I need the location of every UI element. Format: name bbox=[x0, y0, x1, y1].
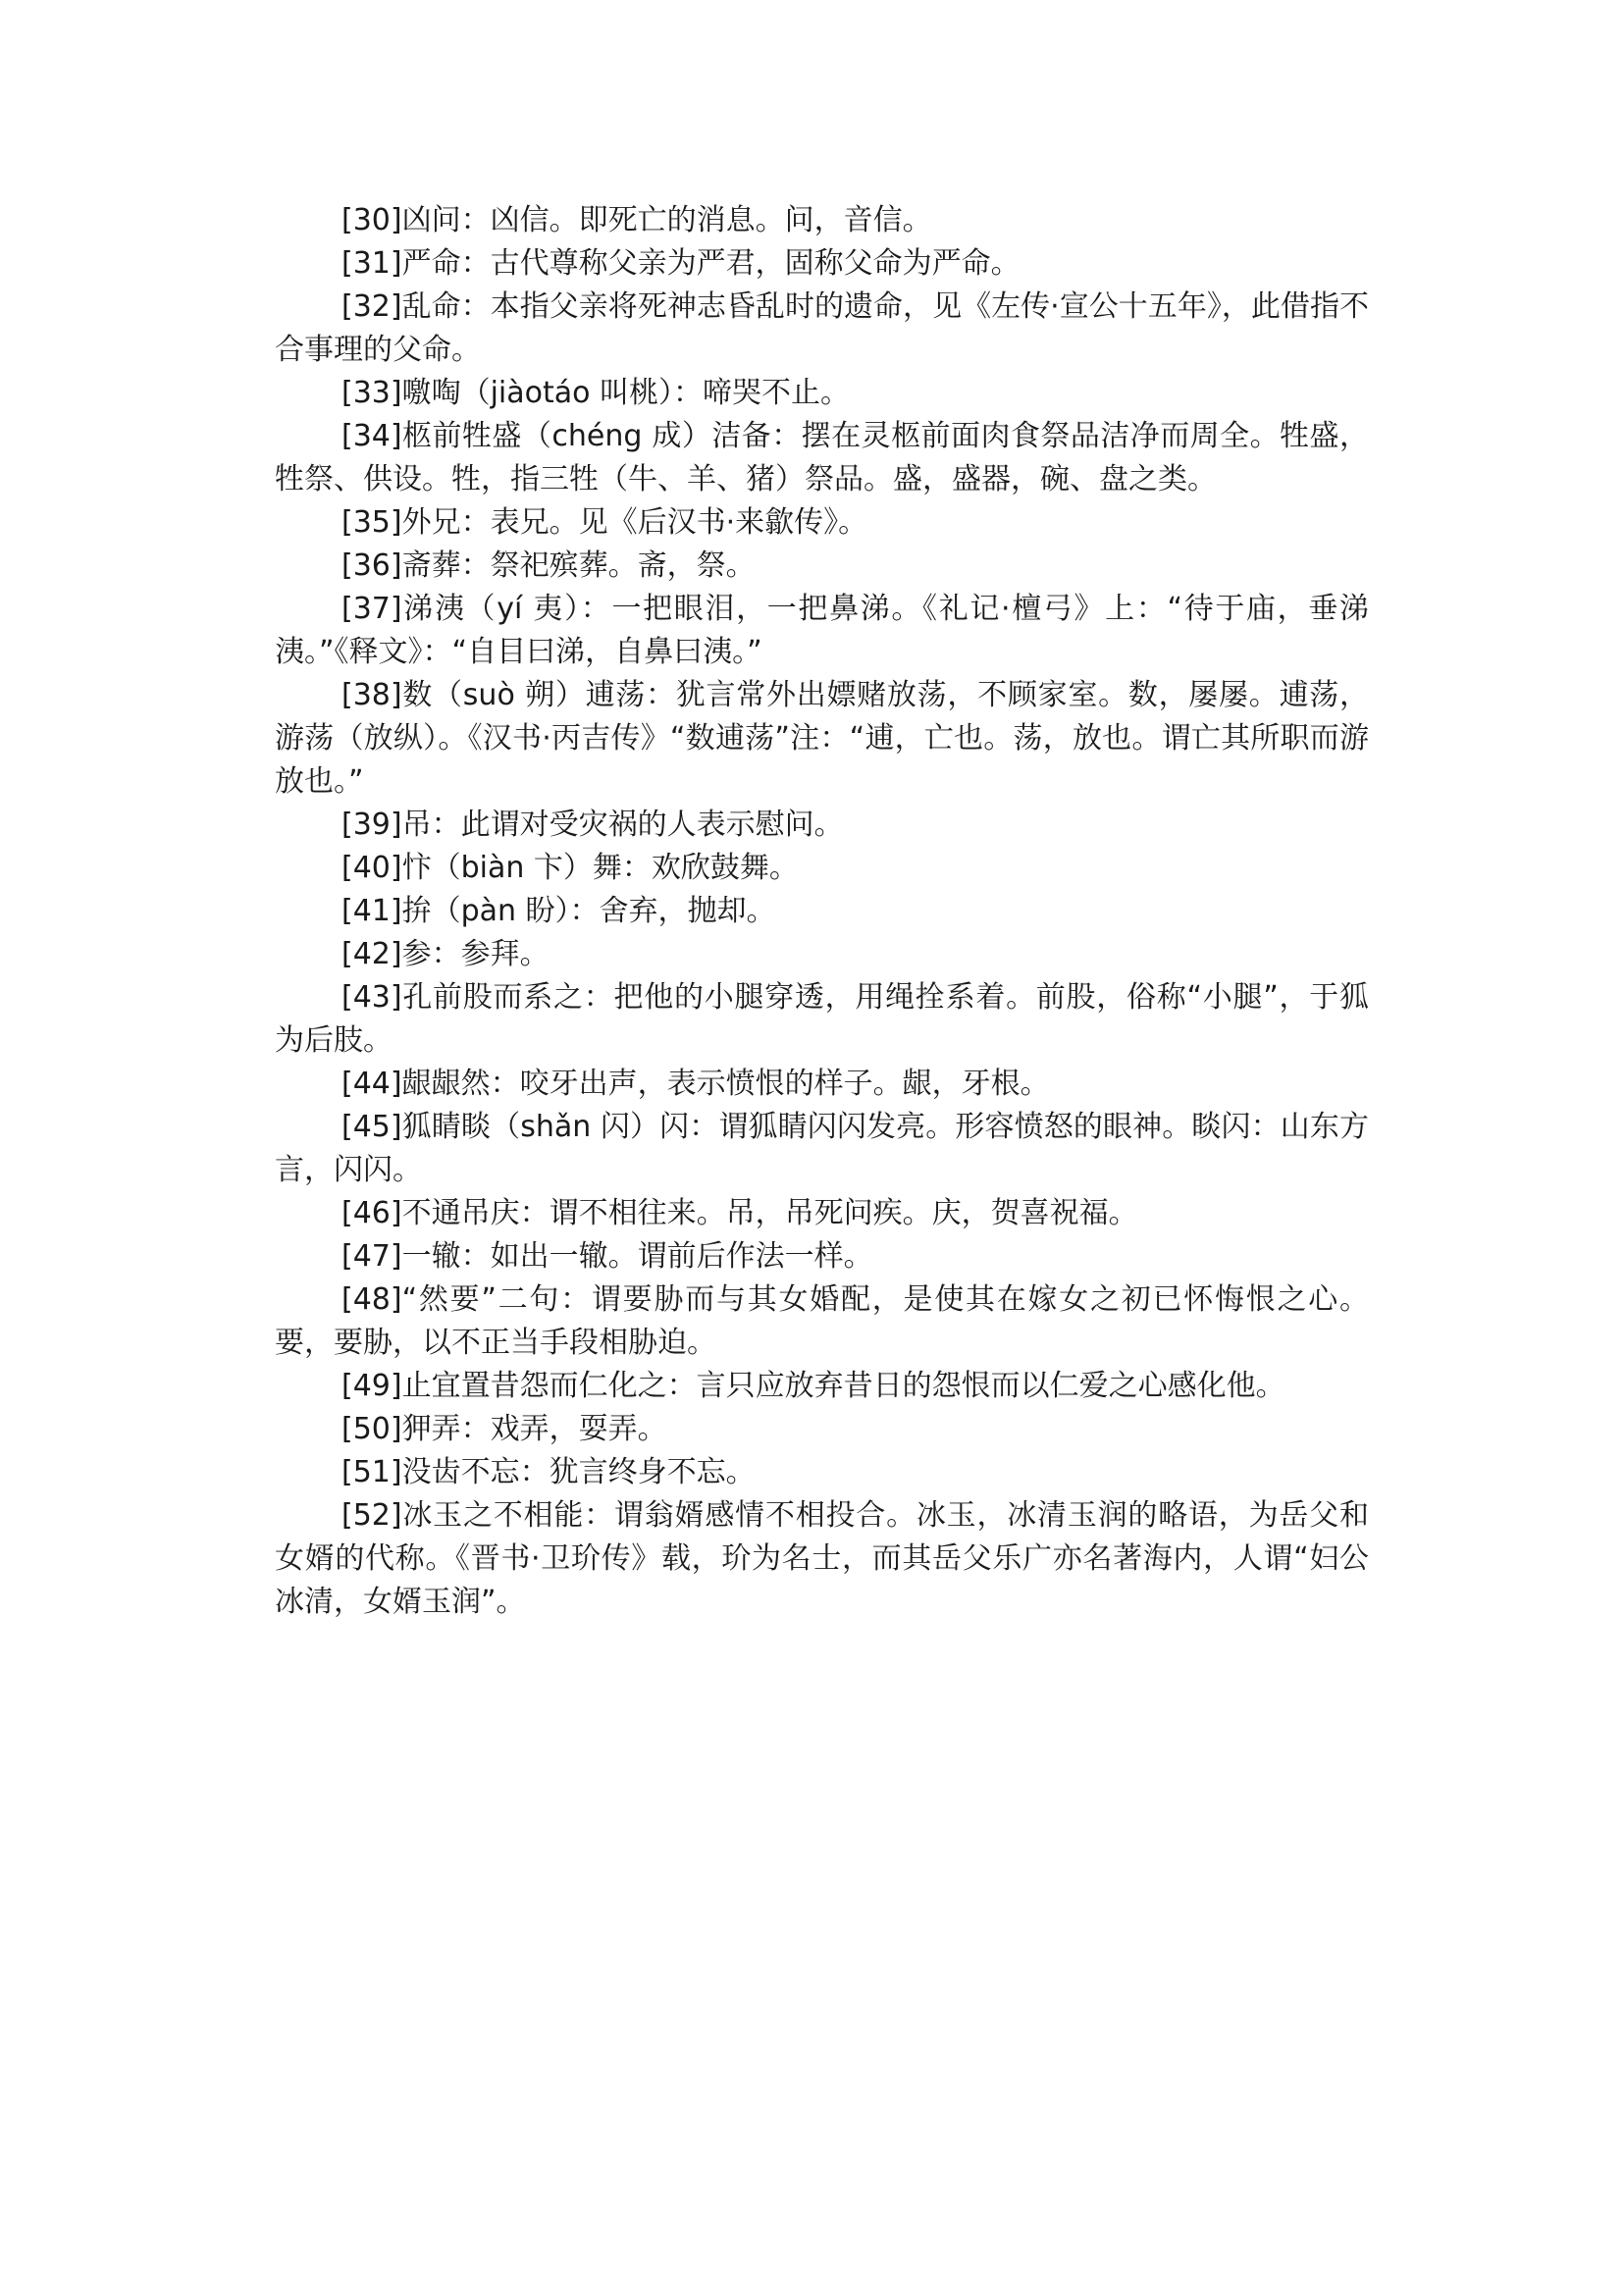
note-32: [32]乱命：本指父亲将死神志昏乱时的遗命，见《左传·宣公十五年》，此借指不合事理的父命。 bbox=[275, 289, 1369, 367]
note-39: [39]吊：此谓对受灾祸的人表示慰问。 bbox=[341, 808, 844, 842]
note-41: [41]拚（pàn 盼）：舍弃，抛却。 bbox=[341, 894, 776, 928]
note-47: [47]一辙：如出一辙。谓前后作法一样。 bbox=[341, 1239, 873, 1274]
note-37: [37]涕洟（yí 夷）：一把眼泪，一把鼻涕。《礼记·檀弓》上：“待于庙，垂涕洟。”《释文》：“自目曰涕，自鼻曰洟。” bbox=[275, 592, 1369, 669]
note-30: [30]凶问：凶信。即死亡的消息。问，音信。 bbox=[341, 203, 932, 237]
note-49: [49]止宜置昔怨而仁化之：言只应放弃昔日的怨恨而以仁爱之心感化他。 bbox=[341, 1369, 1285, 1403]
note-43: [43]孔前股而系之：把他的小腿穿透，用绳拴系着。前股，俗称“小腿”，于狐为后肢。 bbox=[275, 980, 1369, 1058]
note-35: [35]外兄：表兄。见《后汉书·来歙传》。 bbox=[341, 505, 868, 540]
note-34: [34]柩前牲盛（chéng 成）洁备：摆在灵柩前面肉食祭品洁净而周全。牲盛，牲祭、供设。牲，指三牲（牛、羊、猪）祭品。盛，盛器，碗、盘之类。 bbox=[275, 419, 1369, 496]
note-44: [44]龈龈然：咬牙出声，表示愤恨的样子。龈，牙根。 bbox=[341, 1067, 1050, 1101]
note-36: [36]斋葬：祭祀殡葬。斋，祭。 bbox=[341, 548, 756, 583]
note-45: [45]狐睛睒（shǎn 闪）闪：谓狐睛闪闪发亮。形容愤怒的眼神。睒闪：山东方言，闪闪。 bbox=[275, 1110, 1369, 1187]
note-38: [38]数（suò 朔）逋荡：犹言常外出嫖赌放荡，不顾家室。数，屡屡。逋荡，游荡（放纵）。《汉书·丙吉传》“数逋荡”注：“逋，亡也。荡，放也。谓亡其所职而游放也。” bbox=[275, 678, 1369, 799]
note-52: [52]冰玉之不相能：谓翁婿感情不相投合。冰玉，冰清玉润的略语，为岳父和女婿的代称。《晋书·卫玠传》载，玠为名士，而其岳父乐广亦名著海内，人谓“妇公冰清，女婿玉润”。 bbox=[275, 1498, 1369, 1619]
note-46: [46]不通吊庆：谓不相往来。吊，吊死问疾。庆，贺喜祝福。 bbox=[341, 1196, 1138, 1230]
note-31: [31]严命：古代尊称父亲为严君，固称父命为严命。 bbox=[341, 246, 1021, 281]
note-50: [50]狎弄：戏弄，耍弄。 bbox=[341, 1412, 667, 1446]
note-40: [40]忭（biàn 卞）舞：欢欣鼓舞。 bbox=[341, 851, 799, 885]
note-33: [33]噭啕（jiàotáo 叫桃）：啼哭不止。 bbox=[341, 376, 851, 410]
annotation-list bbox=[275, 199, 1369, 1624]
note-51: [51]没齿不忘：犹言终身不忘。 bbox=[341, 1455, 756, 1489]
note-48: [48]“然要”二句：谓要胁而与其女婚配，是使其在嫁女之初已怀悔恨之心。要，要胁，以不正当手段相胁迫。 bbox=[275, 1282, 1369, 1360]
note-42: [42]参：参拜。 bbox=[341, 937, 550, 971]
